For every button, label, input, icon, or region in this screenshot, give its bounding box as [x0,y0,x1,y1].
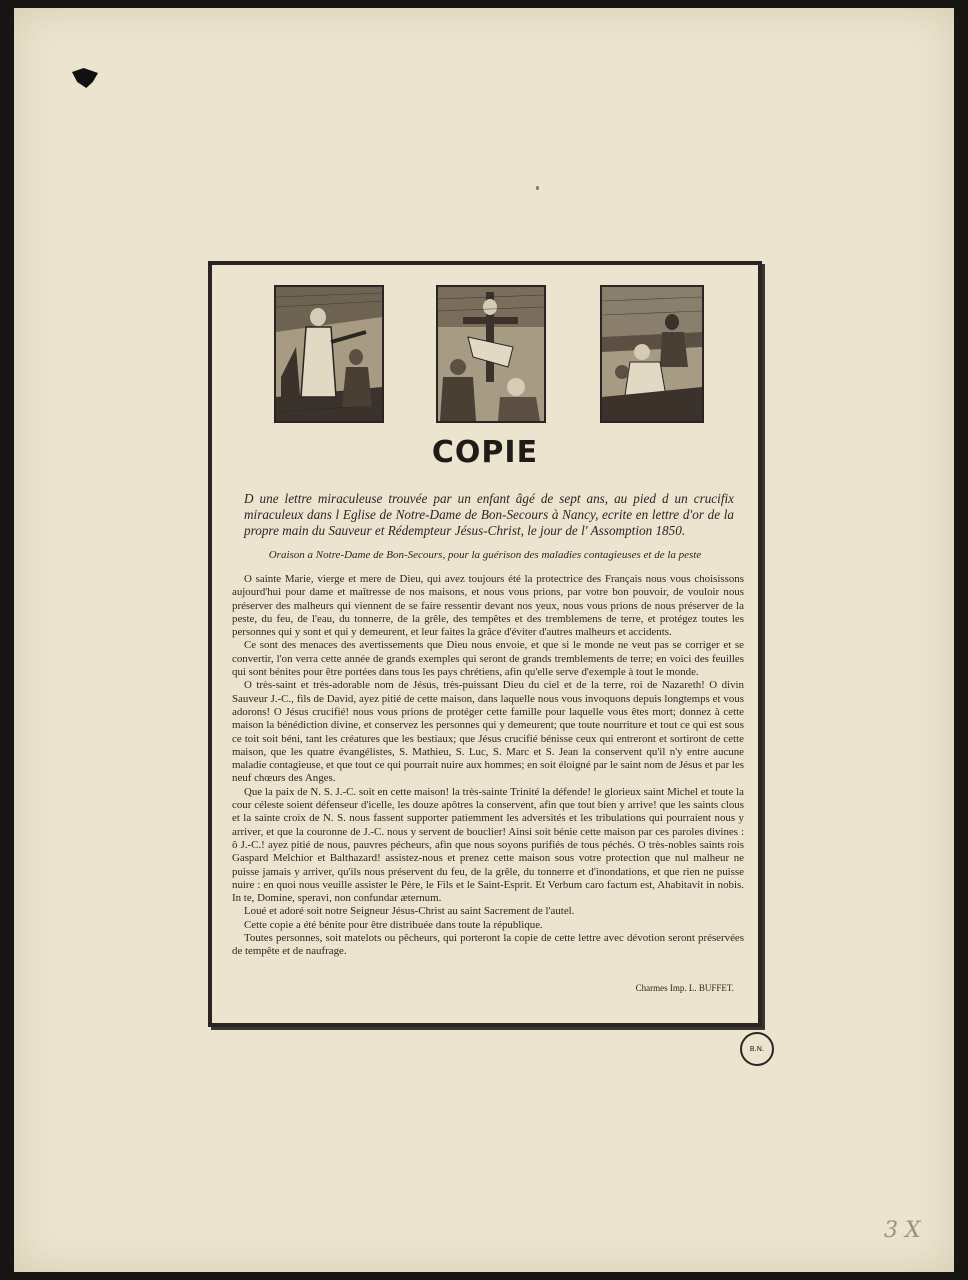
printer-credit: Charmes Imp. L. BUFFET. [635,983,734,993]
woodcut-christ-preaching [274,285,384,423]
library-stamp: B.N. [740,1032,774,1066]
handwritten-note: 3 X [884,1218,921,1243]
page-title: COPIE [431,435,539,470]
prayer-body [232,573,744,959]
paper-mark [536,186,539,190]
woodcut-row [212,285,758,425]
paragraph: Loué et adoré soit notre Seigneur Jésus-Christ au saint Sacrement de l'autel. [244,905,575,918]
broadside-frame [208,261,762,1027]
ink-stain [72,68,98,88]
paragraph: O sainte Marie, vierge et mere de Dieu, qui avez toujours été la protectrice des Français nous vous choisissons aujourd'hui pour dame et maîtresse de nos maisons, et nous vous prions, par votre bon pouvoir, de vouloir nous préserver des malheurs qui viennent de se faire ressentir devant nos yeux, nous vous prions de nous préserver de la peste, du feu, de l'eau, du tonnerre, de la grêle, des tempêtes et des tremblemens de terre, et protégez toutes les personnes qui y sont et qui y demeurent, et leur faites la grâce d'éviter d'autres malheurs et accidents. [232,573,744,639]
woodcut-figures-gathered [600,285,704,423]
paragraph: Cette copie a été bénite pour être distribuée dans toute la république. [244,918,543,931]
paragraph: Toutes personnes, soit matelots ou pêcheurs, qui porteront la copie de cette lettre avec dévotion seront préservées de tempête et de naufrage. [232,932,744,958]
woodcut-descent-from-cross [436,285,546,423]
paragraph: O très-saint et très-adorable nom de Jésus, très-puissant Dieu du ciel et de la terre, roi de Nazareth! O divin Sauveur J.-C., fils de David, ayez pitié de cette maison, dans laquelle nous vous invoquons depuis longtemps et vous adorons! O Jésus crucifié! nous vous prions de protéger cette famille pour laquelle vous êtes mort; donnez à cette maison la bénédiction divine, et conservez les personnes qui y demeurent; que toute nourriture et tout ce qui est sous ce toit soit béni, tant les créatures que les bestiaux; que Jésus crucifié bénisse ceux qui entreront et sortiront de cette maison, que les quatre évangélistes, S. Mathieu, S. Luc, S. Marc et S. Jean la conservent qu'il n'y entre aucune maladie contagieuse, et que tout ce qui pourrait nuire aux hommes; en soit éloigné par le saint nom de Jésus et par les neuf chœurs des Anges. [232,679,745,785]
document-sheet [14,8,954,1272]
prayer-heading: Oraison a Notre-Dame de Bon-Secours, pour la guérison des maladies contagieuses et de la peste [268,549,702,561]
intro-text: D une lettre miraculeuse trouvée par un enfant âgé de sept ans, au pied d un crucifix miraculeux dans l Eglise de Notre-Dame de Bon-Secours à Nancy, ecrite en lettre d'or de la propre main du Sauveur et Rédempteur Jésus-Christ, le jour de l' Assomption 1850. [244,491,734,538]
paragraph: Que la paix de N. S. J.-C. soit en cette maison! la très-sainte Trinité la défende! le glorieux saint Michel et toute la cour céleste soient défenseur d'icelle, les douze apôtres la conservent, afin que tout bien y arrive! que les saints clous et la sainte croix de N. S. nous fassent supporter patiemment les adversités et les tribulations qui pourraient nous y arriver, et que la couronne de J.-C. nous y servent de bouclier! Ainsi soit bénie cette maison par ces paroles divines : ô J.-C.! ayez pitié de nous, pauvres pécheurs, afin que nous soyons purifiés de tous péchés. O très-nobles saints rois Gaspard Melchior et Balthazard! assistez-nous et prenez cette maison sous votre protection que nul malheur ne puisse jamais y arriver, qu'ils nous préservent du feu, de la grêle, du tonnerre et d'inondations, et que rien ne puisse nuire : en quoi nous veuille assister le Père, le Fils et le Saint-Esprit. Et Verbum caro factum est, Ahabitavit in nobis. In te, Domine, speravi, non confundar æternum. [232,785,744,905]
paragraph: Ce sont des menaces des avertissements que Dieu nous envoie, et que si le monde ne veut pas se corriger et se convertir, l'on verra cette année de grands exemples qui seront de grands tremblements de terre; en voici des feuilles qui sont bénites pour être portées dans tous les pays chrétiens, afin qu'elle serve d'exemple à tout le monde. [232,639,744,679]
